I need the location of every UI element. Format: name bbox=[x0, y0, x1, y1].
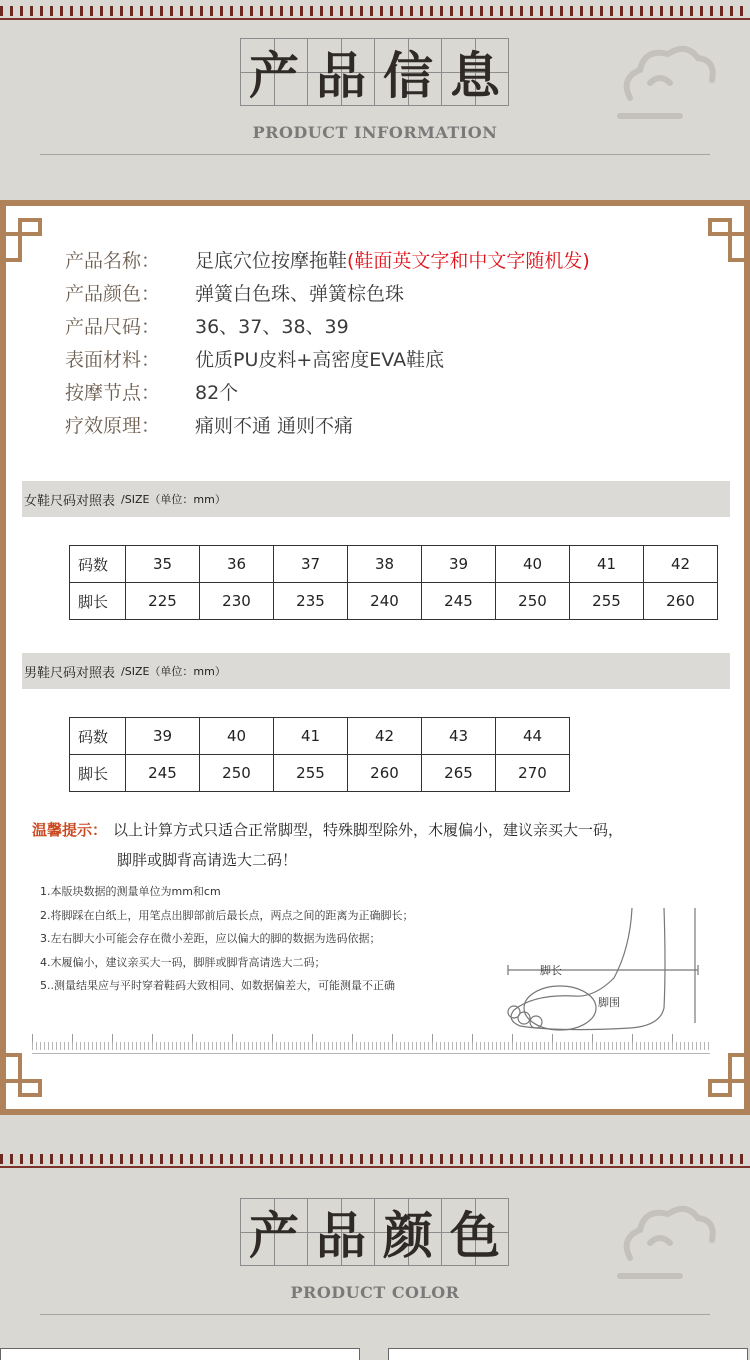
row-header: 脚长 bbox=[70, 583, 126, 620]
info-key: 疗效原理： bbox=[65, 415, 161, 437]
length-cell: 260 bbox=[348, 755, 422, 792]
info-key: 表面材料： bbox=[65, 349, 161, 371]
title-char: 产 bbox=[240, 1198, 308, 1266]
table-heading-label: 男鞋尺码对照表 bbox=[24, 665, 116, 681]
color-swatch-card bbox=[0, 1348, 360, 1360]
note-item: 5..测量结果应与平时穿着鞋码大致相同、如数据偏差大，可能测量不正确 bbox=[40, 979, 395, 992]
measure-notes bbox=[40, 880, 414, 998]
table-heading-unit: /SIZE（单位：mm） bbox=[121, 665, 226, 678]
size-cell: 44 bbox=[496, 718, 570, 755]
title-char: 产 bbox=[240, 38, 308, 106]
section-title-product-info bbox=[240, 38, 508, 108]
length-cell: 255 bbox=[274, 755, 348, 792]
cloud-ornament-icon bbox=[610, 38, 720, 128]
women-size-table-heading bbox=[22, 481, 730, 517]
title-char: 色 bbox=[441, 1198, 509, 1266]
table-heading-label: 女鞋尺码对照表 bbox=[24, 493, 116, 509]
note-item: 1.本版块数据的测量单位为mm和cm bbox=[40, 885, 221, 898]
size-cell: 42 bbox=[644, 546, 718, 583]
info-value: 82个 bbox=[195, 382, 239, 404]
decorative-border-middle bbox=[0, 1150, 750, 1172]
title-char: 信 bbox=[374, 38, 442, 106]
size-cell: 43 bbox=[422, 718, 496, 755]
length-cell: 240 bbox=[348, 583, 422, 620]
length-cell: 250 bbox=[496, 583, 570, 620]
divider-line bbox=[40, 154, 710, 155]
section-subtitle: PRODUCT COLOR bbox=[290, 1283, 460, 1302]
length-cell: 265 bbox=[422, 755, 496, 792]
length-cell: 260 bbox=[644, 583, 718, 620]
cloud-ornament-icon bbox=[610, 1198, 720, 1288]
table-row-sizes bbox=[70, 546, 718, 583]
title-char: 品 bbox=[307, 1198, 375, 1266]
row-header: 脚长 bbox=[70, 755, 126, 792]
note-item: 2.将脚踩在白纸上，用笔点出脚部前后最长点，两点之间的距离为正确脚长； bbox=[40, 908, 414, 922]
info-key: 按摩节点： bbox=[65, 382, 161, 404]
length-cell: 225 bbox=[126, 583, 200, 620]
size-cell: 41 bbox=[570, 546, 644, 583]
size-cell: 38 bbox=[348, 546, 422, 583]
table-row-lengths bbox=[70, 755, 570, 792]
product-info-list bbox=[65, 245, 590, 443]
decorative-border-top bbox=[0, 0, 750, 22]
color-swatch-card bbox=[388, 1348, 748, 1360]
info-row-material bbox=[65, 344, 590, 377]
foot-measure-illustration bbox=[500, 900, 715, 1040]
length-cell: 255 bbox=[570, 583, 644, 620]
section-subtitle: PRODUCT INFORMATION bbox=[252, 123, 498, 142]
title-char: 颜 bbox=[374, 1198, 442, 1266]
info-value: 痛则不通 通则不痛 bbox=[195, 415, 354, 437]
size-cell: 35 bbox=[126, 546, 200, 583]
table-heading-unit: /SIZE（单位：mm） bbox=[121, 493, 226, 506]
warm-tip bbox=[32, 815, 623, 875]
info-row-principle bbox=[65, 410, 590, 443]
length-cell: 270 bbox=[496, 755, 570, 792]
men-size-table-heading bbox=[22, 653, 730, 689]
info-row-color bbox=[65, 278, 590, 311]
ruler-scale bbox=[32, 1032, 710, 1054]
size-cell: 41 bbox=[274, 718, 348, 755]
divider-line bbox=[40, 1314, 710, 1315]
size-cell: 36 bbox=[200, 546, 274, 583]
info-value: 36、37、38、39 bbox=[195, 316, 349, 338]
info-row-nodes bbox=[65, 377, 590, 410]
note-item: 3.左右脚大小可能会存在微小差距，应以偏大的脚的数据为选码依据； bbox=[40, 932, 381, 945]
row-header: 码数 bbox=[70, 546, 126, 583]
info-key: 产品尺码： bbox=[65, 316, 161, 338]
men-size-table bbox=[69, 717, 570, 792]
info-value: 弹簧白色珠、弹簧棕色珠 bbox=[195, 283, 405, 305]
size-cell: 40 bbox=[200, 718, 274, 755]
info-row-size bbox=[65, 311, 590, 344]
title-char: 品 bbox=[307, 38, 375, 106]
foot-girth-label: 脚围 bbox=[598, 996, 620, 1009]
length-cell: 250 bbox=[200, 755, 274, 792]
length-cell: 235 bbox=[274, 583, 348, 620]
info-value: 足底穴位按摩拖鞋 bbox=[195, 250, 348, 272]
size-cell: 37 bbox=[274, 546, 348, 583]
info-note-red: (鞋面英文字和中文字随机发) bbox=[347, 250, 590, 272]
tip-label: 温馨提示： bbox=[32, 821, 108, 839]
size-cell: 40 bbox=[496, 546, 570, 583]
info-row-name bbox=[65, 245, 590, 278]
women-size-table bbox=[69, 545, 718, 620]
size-cell: 39 bbox=[126, 718, 200, 755]
title-char: 息 bbox=[441, 38, 509, 106]
table-row-lengths bbox=[70, 583, 718, 620]
section-title-product-color bbox=[240, 1198, 508, 1268]
tip-text-line2: 脚胖或脚背高请选大二码！ bbox=[117, 851, 298, 869]
row-header: 码数 bbox=[70, 718, 126, 755]
table-row-sizes bbox=[70, 718, 570, 755]
length-cell: 245 bbox=[126, 755, 200, 792]
size-cell: 42 bbox=[348, 718, 422, 755]
info-value: 优质PU皮料+高密度EVA鞋底 bbox=[195, 349, 445, 371]
info-key: 产品颜色： bbox=[65, 283, 161, 305]
length-cell: 230 bbox=[200, 583, 274, 620]
info-key: 产品名称： bbox=[65, 250, 161, 272]
note-item: 4.木履偏小，建议亲买大一码，脚胖或脚背高请选大二码； bbox=[40, 955, 326, 969]
length-cell: 245 bbox=[422, 583, 496, 620]
foot-length-label: 脚长 bbox=[540, 964, 562, 977]
size-cell: 39 bbox=[422, 546, 496, 583]
tip-text-line1: 以上计算方式只适合正常脚型，特殊脚型除外，木履偏小，建议亲买大一码， bbox=[113, 821, 624, 839]
